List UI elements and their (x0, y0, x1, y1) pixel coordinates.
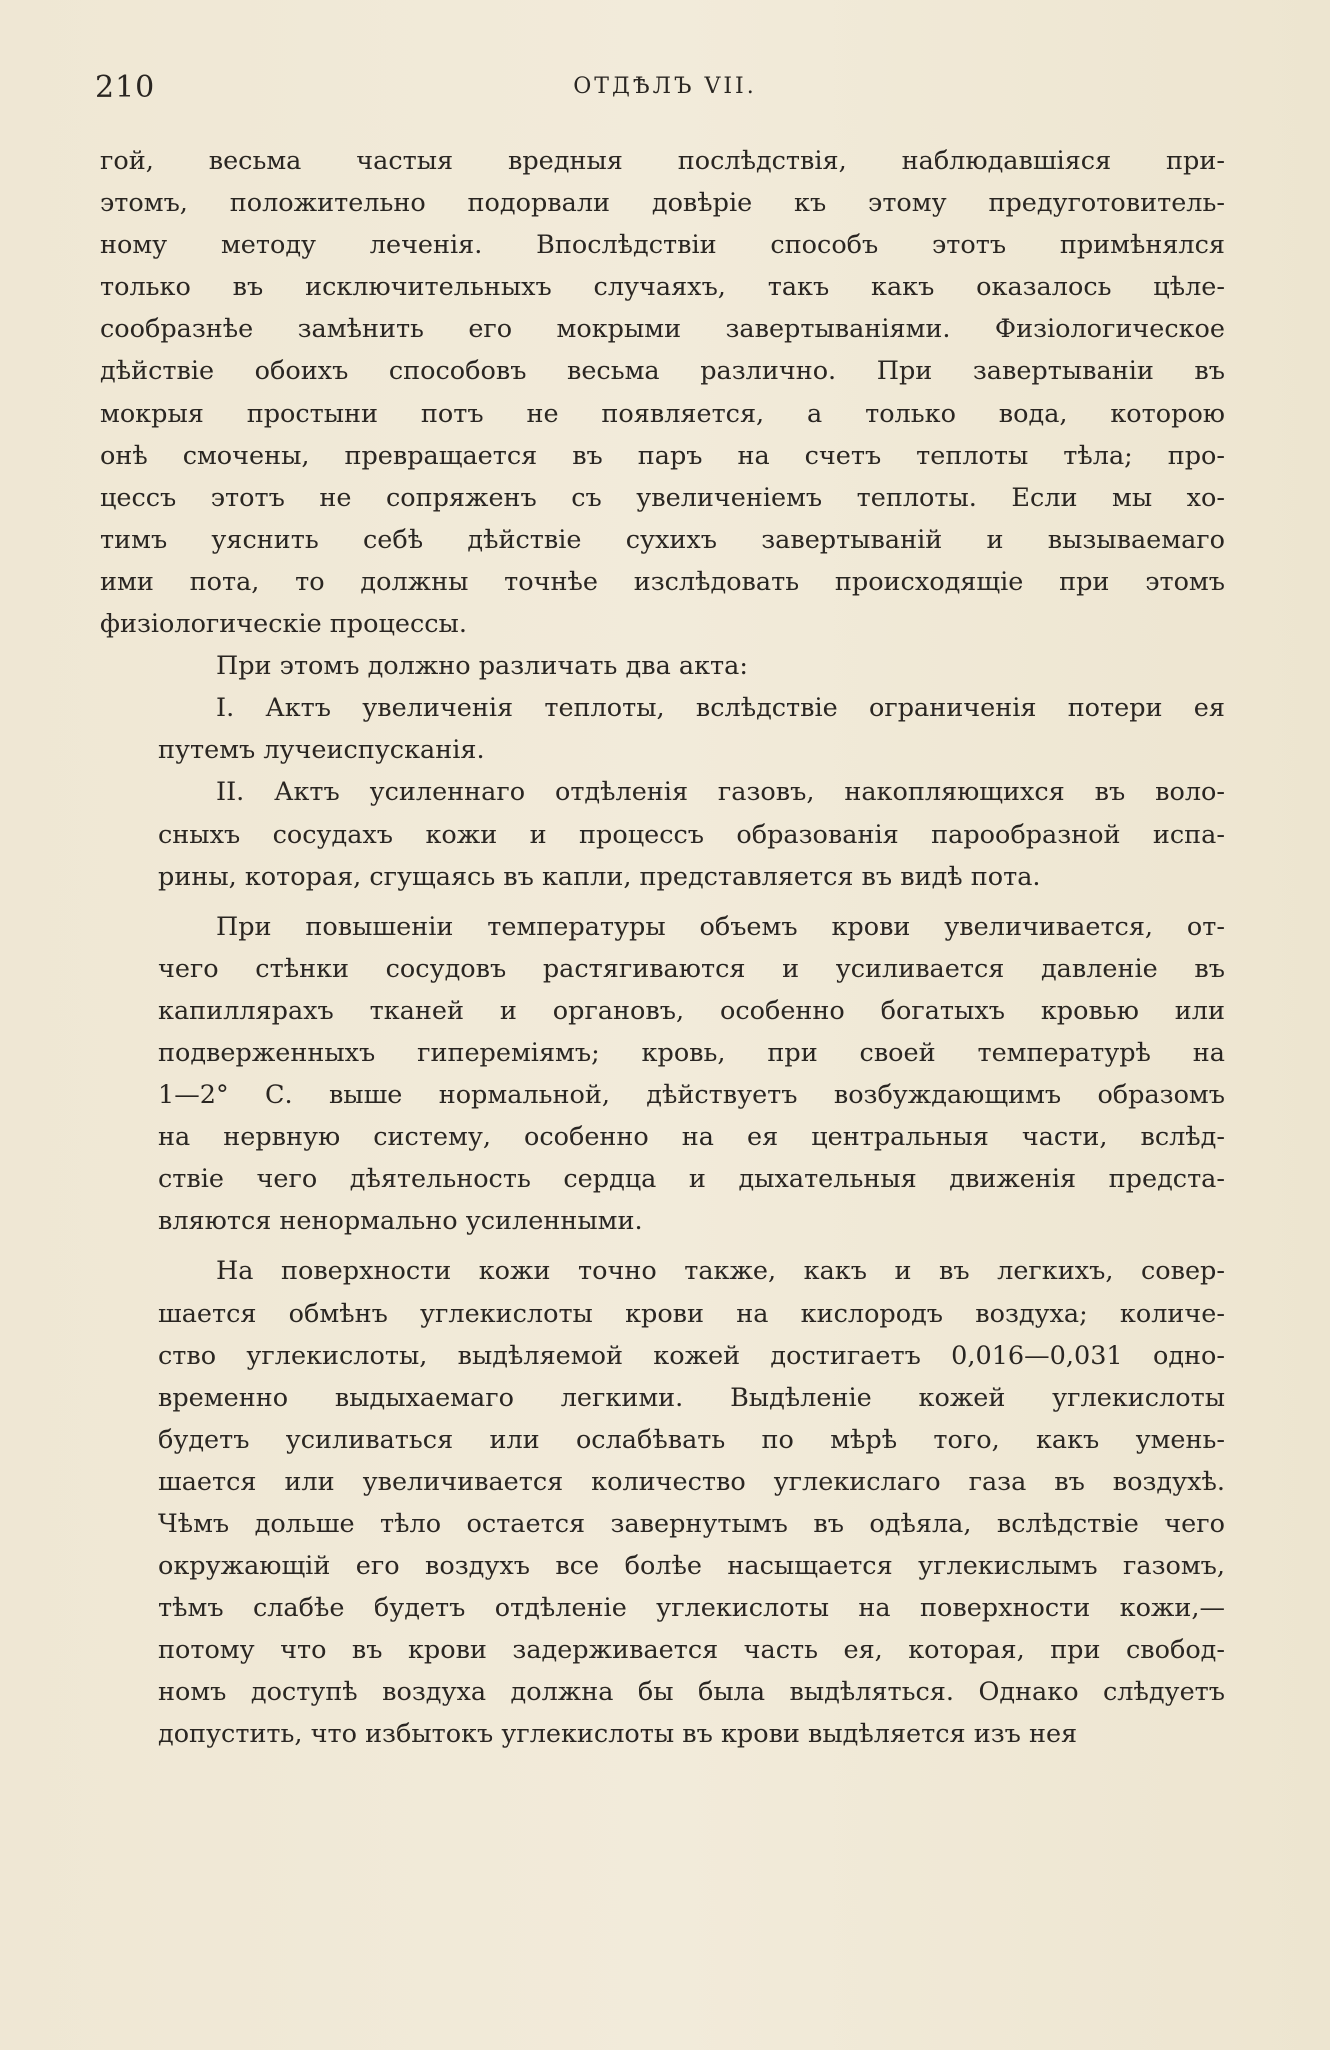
text-line: допустить, что избытокъ углекислоты въ крови выдѣляется изъ нея (158, 1719, 1078, 1750)
text-line: дѣйствіе обоихъ способовъ весьма различно. При завертываніи въ (100, 356, 1225, 387)
text-line: ство углекислоты, выдѣляемой кожей достигаетъ 0,016—0,031 одно- (158, 1340, 1225, 1371)
text-line: ствіе чего дѣятельность сердца и дыхательныя движенія предста- (158, 1164, 1225, 1195)
paragraph (100, 645, 1225, 687)
page-header (95, 70, 1235, 120)
paragraph (100, 140, 1225, 645)
text-line: При этомъ должно различать два акта: (216, 651, 748, 682)
text-line: II. Актъ усиленнаго отдѣленія газовъ, накопляющихся въ воло- (216, 777, 1225, 808)
text-line: подверженныхъ гипереміямъ; кровь, при своей температурѣ на (158, 1037, 1225, 1068)
text-line: При повышеніи температуры объемъ крови увеличивается, от- (216, 911, 1225, 942)
text-line: шается или увеличивается количество углекислаго газа въ воздухѣ. (158, 1466, 1225, 1497)
text-line: На поверхности кожи точно также, какъ и въ легкихъ, совер- (216, 1256, 1225, 1287)
text-line: 1—2° С. выше нормальной, дѣйствуетъ возбуждающимъ образомъ (158, 1080, 1225, 1111)
text-line: капиллярахъ тканей и органовъ, особенно богатыхъ кровью или (158, 995, 1225, 1026)
text-line: потому что въ крови задерживается часть ея, которая, при свобод- (158, 1635, 1225, 1666)
text-line: ими пота, то должны точнѣе изслѣдовать происходящіе при этомъ (100, 566, 1225, 597)
paragraph (100, 906, 1225, 1243)
text-line: путемъ лучеиспусканія. (158, 735, 485, 766)
text-line: рины, которая, сгущаясь въ капли, представляется въ видѣ пота. (158, 861, 1041, 892)
text-line: только въ исключительныхъ случаяхъ, такъ какъ оказалось цѣле- (100, 272, 1225, 303)
text-line: гой, весьма частыя вредныя послѣдствія, наблюдавшіяся при- (100, 146, 1225, 176)
text-line: сныхъ сосудахъ кожи и процессъ образованія парообразной испа- (158, 819, 1225, 850)
text-line: тимъ уяснить себѣ дѣйствіе сухихъ завертываній и вызываемаго (100, 524, 1225, 555)
text-line: будетъ усиливаться или ослабѣвать по мѣрѣ того, какъ умень- (158, 1424, 1225, 1455)
text-line: Чѣмъ дольше тѣло остается завернутымъ въ одѣяла, вслѣдствіе чего (158, 1509, 1225, 1539)
paragraph (100, 771, 1225, 897)
text-line: окружающій его воздухъ все болѣе насыщается углекислымъ газомъ, (158, 1551, 1225, 1582)
text-line: шается обмѣнъ углекислоты крови на кислородъ воздуха; количе- (158, 1298, 1225, 1329)
text-line: цессъ этотъ не сопряженъ съ увеличеніемъ теплоты. Если мы хо- (100, 482, 1225, 513)
text-line: физіологическіе процессы. (100, 609, 467, 640)
text-line: этомъ, положительно подорвали довѣріе къ этому предуготовитель- (100, 188, 1225, 219)
paragraph (100, 687, 1225, 771)
text-line: номъ доступѣ воздуха должна бы была выдѣляться. Однако слѣдуетъ (158, 1677, 1225, 1708)
text-line: временно выдыхаемаго легкими. Выдѣленіе кожей углекислоты (158, 1382, 1225, 1413)
body-text (100, 140, 1225, 1756)
running-head: ОТДѢЛЪ VII. (573, 74, 757, 99)
text-line: вляются ненормально усиленными. (158, 1206, 643, 1237)
paragraph (100, 1250, 1225, 1755)
text-line: на нервную систему, особенно на ея центральныя части, вслѣд- (158, 1122, 1225, 1153)
text-line: онѣ смочены, превращается въ паръ на счетъ теплоты тѣла; про- (100, 440, 1225, 471)
page-number: 210 (95, 70, 156, 105)
text-line: тѣмъ слабѣе будетъ отдѣленіе углекислоты на поверхности кожи,— (158, 1593, 1225, 1624)
text-line: мокрыя простыни потъ не появляется, а только вода, которою (100, 398, 1225, 429)
text-line: сообразнѣе замѣнить его мокрыми завертываніями. Физіологическое (100, 314, 1225, 345)
text-line: ному методу леченія. Впослѣдствіи способъ этотъ примѣнялся (100, 230, 1225, 261)
text-line: I. Актъ увеличенія теплоты, вслѣдствіе ограниченія потери ея (216, 693, 1225, 724)
text-line: чего стѣнки сосудовъ растягиваются и усиливается давленіе въ (158, 953, 1225, 984)
